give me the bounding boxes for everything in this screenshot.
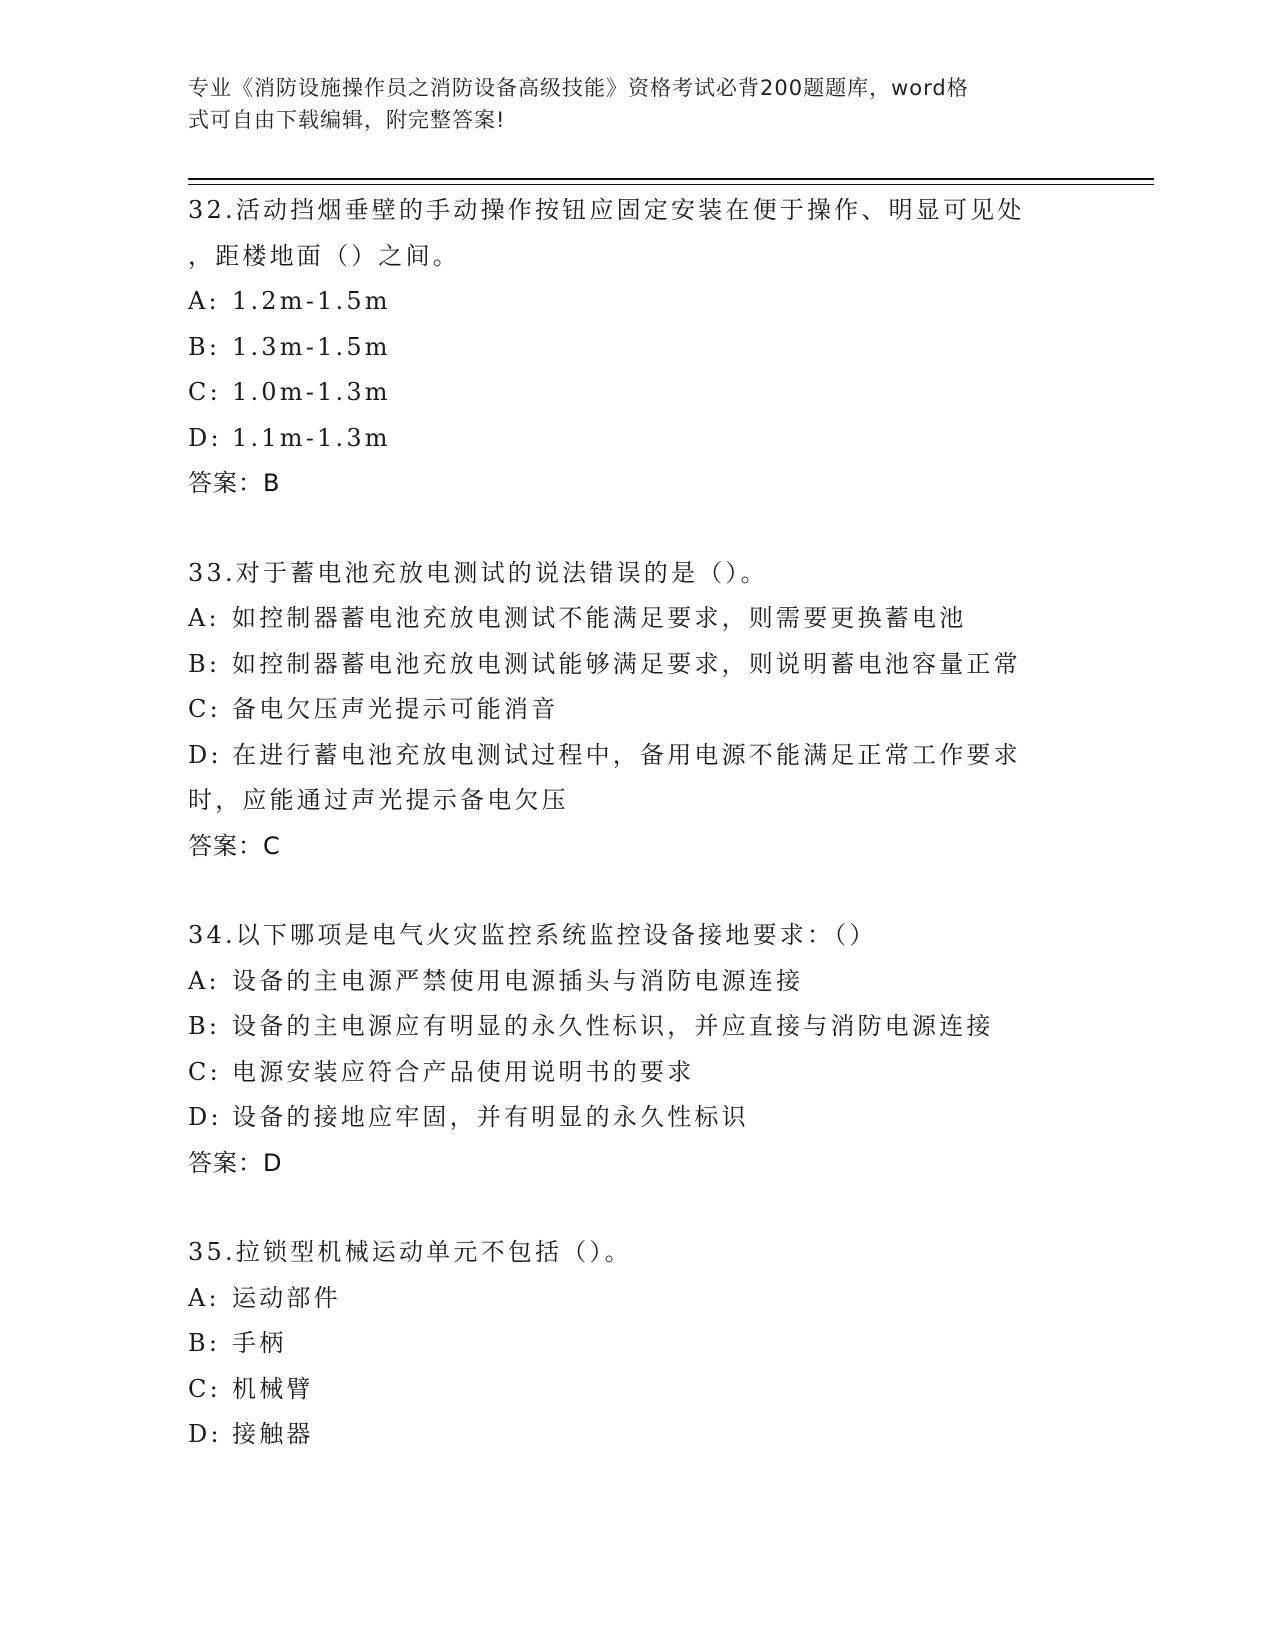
question-spacer (188, 1186, 1088, 1230)
option-text: 如控制器蓄电池充放电测试不能满足要求，则需要更换蓄电池 (232, 604, 967, 632)
header-divider-thin (188, 184, 1154, 185)
option-text: 机械臂 (232, 1374, 314, 1403)
question-33 (188, 551, 1088, 870)
option-key: B: (188, 1329, 221, 1357)
option-d (188, 1412, 1088, 1458)
option-key: D: (188, 740, 222, 769)
option-b (188, 642, 1088, 688)
question-text: 32.活动挡烟垂壁的手动操作按钮应固定安装在便于操作、明显可见处 (188, 196, 1025, 224)
option-text: 1.2m-1.5m (232, 287, 391, 315)
question-text: 35.拉锁型机械运动单元不包括（）。 (188, 1238, 632, 1266)
question-35 (188, 1230, 1088, 1458)
option-text: 备电欠压声光提示可能消音 (232, 695, 559, 723)
option-key: D: (188, 1103, 222, 1131)
question-text: 34.以下哪项是电气火灾监控系统监控设备接地要求：（） (188, 921, 877, 949)
option-key: B: (188, 332, 221, 361)
option-c (188, 370, 1088, 416)
option-text: 如控制器蓄电池充放电测试能够满足要求，则说明蓄电池容量正常 (232, 649, 1021, 678)
header-line-2: 式可自由下载编辑，附完整答案! (188, 108, 506, 132)
option-a (188, 959, 1088, 1005)
question-34 (188, 913, 1088, 1186)
option-d-continuation: 时，应能通过声光提示备电欠压 (188, 786, 569, 814)
answer-line: 答案：D (188, 1148, 283, 1177)
option-a (188, 1276, 1088, 1322)
option-text: 接触器 (232, 1420, 314, 1448)
question-list (188, 188, 1088, 1458)
option-text: 电源安装应符合产品使用说明书的要求 (232, 1057, 695, 1086)
option-text: 设备的接地应牢固，并有明显的永久性标识 (232, 1103, 749, 1131)
header-line-1: 专业《消防设施操作员之消防设备高级技能》资格考试必背200题题库，word格 (188, 76, 969, 100)
option-text: 运动部件 (232, 1283, 341, 1312)
option-a (188, 279, 1088, 325)
option-key: A: (188, 604, 220, 632)
question-spacer (188, 869, 1088, 913)
answer-line: 答案：B (188, 469, 281, 497)
option-key: A: (188, 966, 220, 995)
option-key: D: (188, 423, 222, 452)
option-c (188, 687, 1088, 733)
option-d (188, 416, 1088, 462)
header-divider-thick (188, 178, 1154, 180)
option-key: A: (188, 287, 220, 315)
option-key: C: (188, 1057, 221, 1086)
option-key: C: (188, 695, 221, 723)
option-b (188, 1321, 1088, 1367)
question-text-continuation: ，距楼地面（）之间。 (188, 241, 460, 270)
document-header (188, 72, 1068, 136)
answer-line: 答案：C (188, 831, 281, 860)
option-text: 1.3m-1.5m (232, 332, 391, 361)
option-text: 1.1m-1.3m (232, 423, 391, 452)
option-key: B: (188, 1012, 221, 1040)
question-spacer (188, 507, 1088, 551)
option-key: D: (188, 1420, 222, 1448)
option-d (188, 1095, 1088, 1141)
question-text: 33.对于蓄电池充放电测试的说法错误的是（）。 (188, 558, 768, 587)
option-text: 手柄 (232, 1329, 287, 1357)
option-key: C: (188, 378, 221, 406)
option-b (188, 325, 1088, 371)
question-32 (188, 188, 1088, 507)
option-key: A: (188, 1283, 220, 1312)
option-key: B: (188, 649, 221, 678)
option-c (188, 1367, 1088, 1413)
option-text: 1.0m-1.3m (232, 378, 391, 406)
option-b (188, 1004, 1088, 1050)
option-d (188, 733, 1088, 779)
option-c (188, 1050, 1088, 1096)
option-text: 在进行蓄电池充放电测试过程中，备用电源不能满足正常工作要求 (232, 740, 1021, 769)
option-a (188, 596, 1088, 642)
option-text: 设备的主电源应有明显的永久性标识，并应直接与消防电源连接 (232, 1012, 994, 1040)
option-text: 设备的主电源严禁使用电源插头与消防电源连接 (232, 966, 804, 995)
option-key: C: (188, 1374, 221, 1403)
